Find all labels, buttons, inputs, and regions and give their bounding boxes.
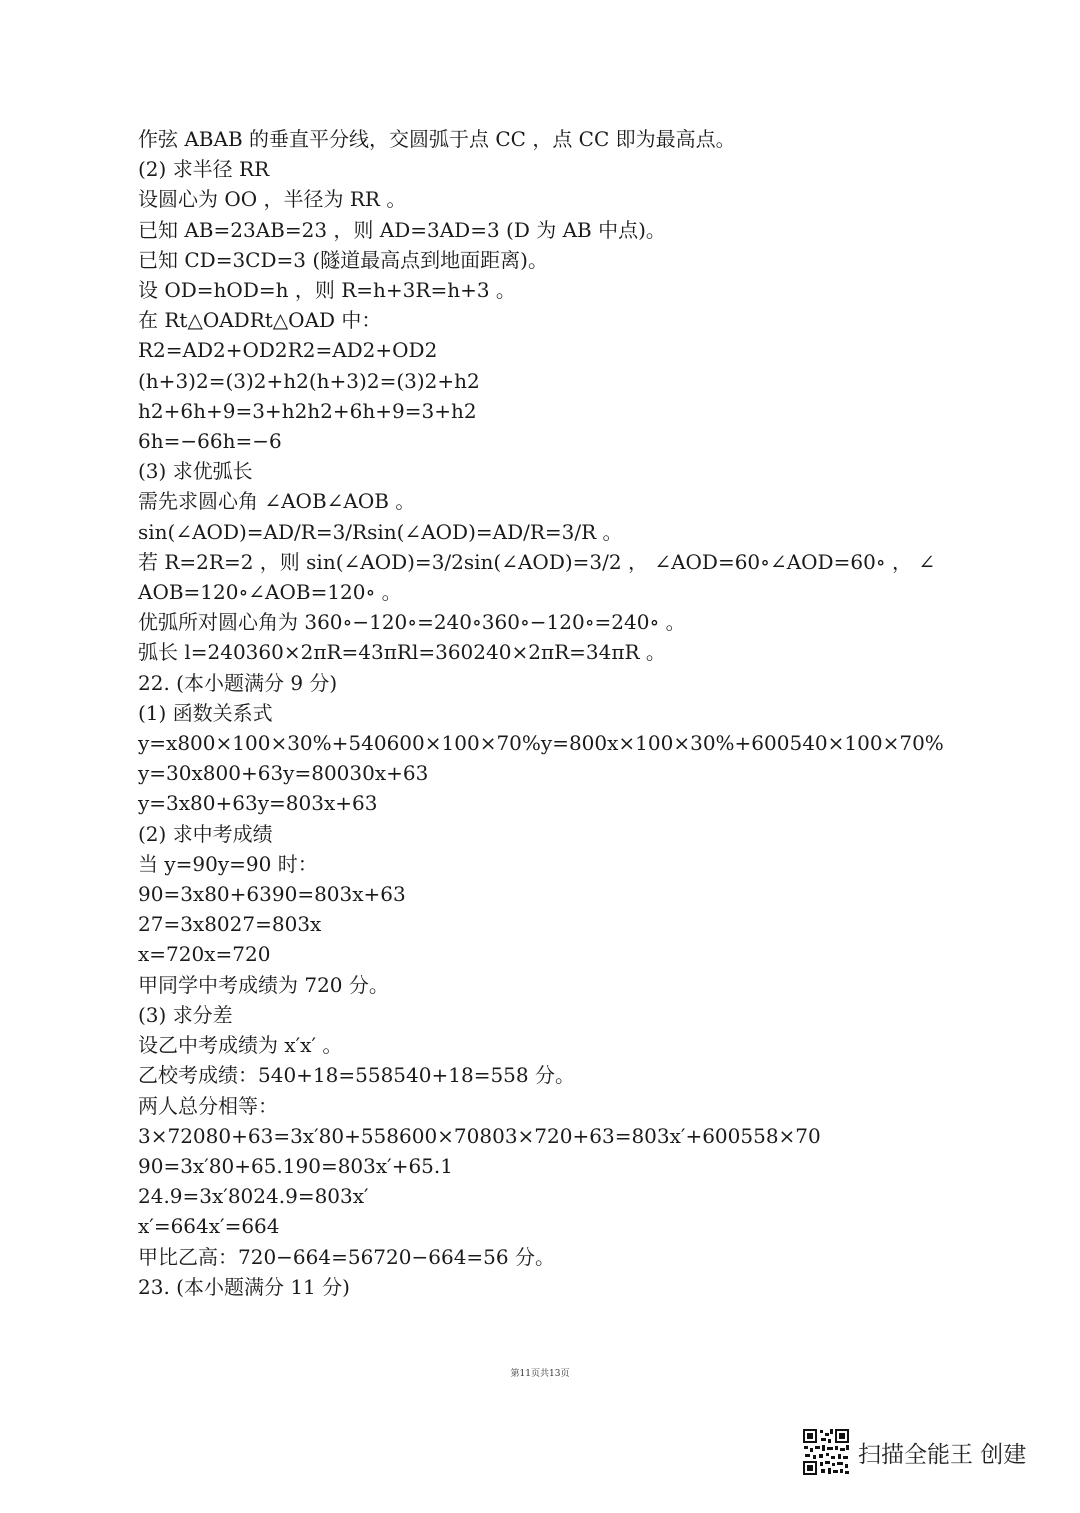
text-line: y=30x800+63y=80030x+63 [138,761,429,786]
text-line: 甲同学中考成绩为 720 分。 [138,972,389,997]
text-line: 27=3x8027=803x [138,912,322,937]
text-line: 3×72080+63=3x′80+558600×70803×720+63=803x′+600558×70 [138,1123,821,1148]
text-line: 甲比乙高：720−664=56720−664=56 分。 [138,1244,555,1269]
text-line: x′=664x′=664 [138,1214,280,1239]
question-heading: 23. (本小题满分 11 分) [138,1274,350,1299]
text-line: 设圆心为 OO ，半径为 RR 。 [138,187,407,212]
text-line: x=720x=720 [138,942,271,967]
text-line: 当 y=90y=90 时： [138,851,318,876]
text-line: 已知 AB=23AB=23 ，则 AD=3AD=3 (D 为 AB 中点)。 [138,217,666,242]
text-line: 若 R=2R=2 ，则 sin⁡(∠AOD)=3/2sin(∠AOD)=3/2 ， ∠AOD=60∘∠AOD=60∘ ， ∠ [138,549,936,574]
text-line: 设 OD=hOD=h ，则 R=h+3R=h+3 。 [138,278,516,303]
text-line: y=x800×100×30%+540600×100×70%y=800x×100×30%+600540×100×70% [138,731,944,756]
text-line: sin⁡(∠AOD)=AD/R=3/Rsin(∠AOD)=AD/R=3/R 。 [138,519,623,544]
section-heading: (3) 求优弧长 [138,459,253,484]
page-number: 第11页共13页 [510,1369,570,1379]
text-line: 90=3x′80+65.190=803x′+65.1 [138,1153,453,1178]
text-line: 作弦 ABAB 的垂直平分线，交圆弧于点 CC ，点 CC 即为最高点。 [138,127,736,151]
text-line: 90=3x80+6390=803x+63 [138,882,406,907]
text-line: 弧长 l=240360×2πR=43πRl=360240×2πR=34πR 。 [138,640,666,665]
qr-code-icon [802,1428,850,1476]
section-heading: (2) 求中考成绩 [138,821,273,846]
text-line: 设乙中考成绩为 x′x′ 。 [138,1033,343,1058]
text-line: 需先求圆心角 ∠AOB∠AOB 。 [138,489,416,514]
document-body [138,124,978,1302]
text-line: y=3x80+63y=803x+63 [138,791,378,816]
section-heading: (1) 函数关系式 [138,700,273,725]
text-line: 乙校考成绩：540+18=558540+18=558 分。 [138,1063,575,1088]
text-line: 已知 CD=3CD=3 (隧道最高点到地面距离)。 [138,247,548,272]
section-heading: (3) 求分差 [138,1002,233,1027]
text-line: 24.9=3x′8024.9=803x′ [138,1184,369,1209]
text-line: AOB=120∘∠AOB=120∘ 。 [138,580,402,605]
text-line: 优弧所对圆心角为 360∘−120∘=240∘360∘−120∘=240∘ 。 [138,610,686,635]
text-line: R2=AD2+OD2R2=AD2+OD2 [138,338,438,363]
text-line: 6h=−66h=−6 [138,429,282,454]
question-heading: 22. (本小题满分 9 分) [138,670,338,695]
text-line: 两人总分相等： [138,1093,278,1118]
text-line: (h+3)2=(3)2+h2(h+3)2=(3)2+h2 [138,368,480,393]
text-line: h2+6h+9=3+h2h2+6h+9=3+h2 [138,398,477,423]
text-line: (2) 求半径 RR [138,157,270,182]
text-line: 在 Rt△OADRt△OAD 中： [138,308,382,333]
scanner-watermark: 扫描全能王 创建 [858,1442,1027,1468]
